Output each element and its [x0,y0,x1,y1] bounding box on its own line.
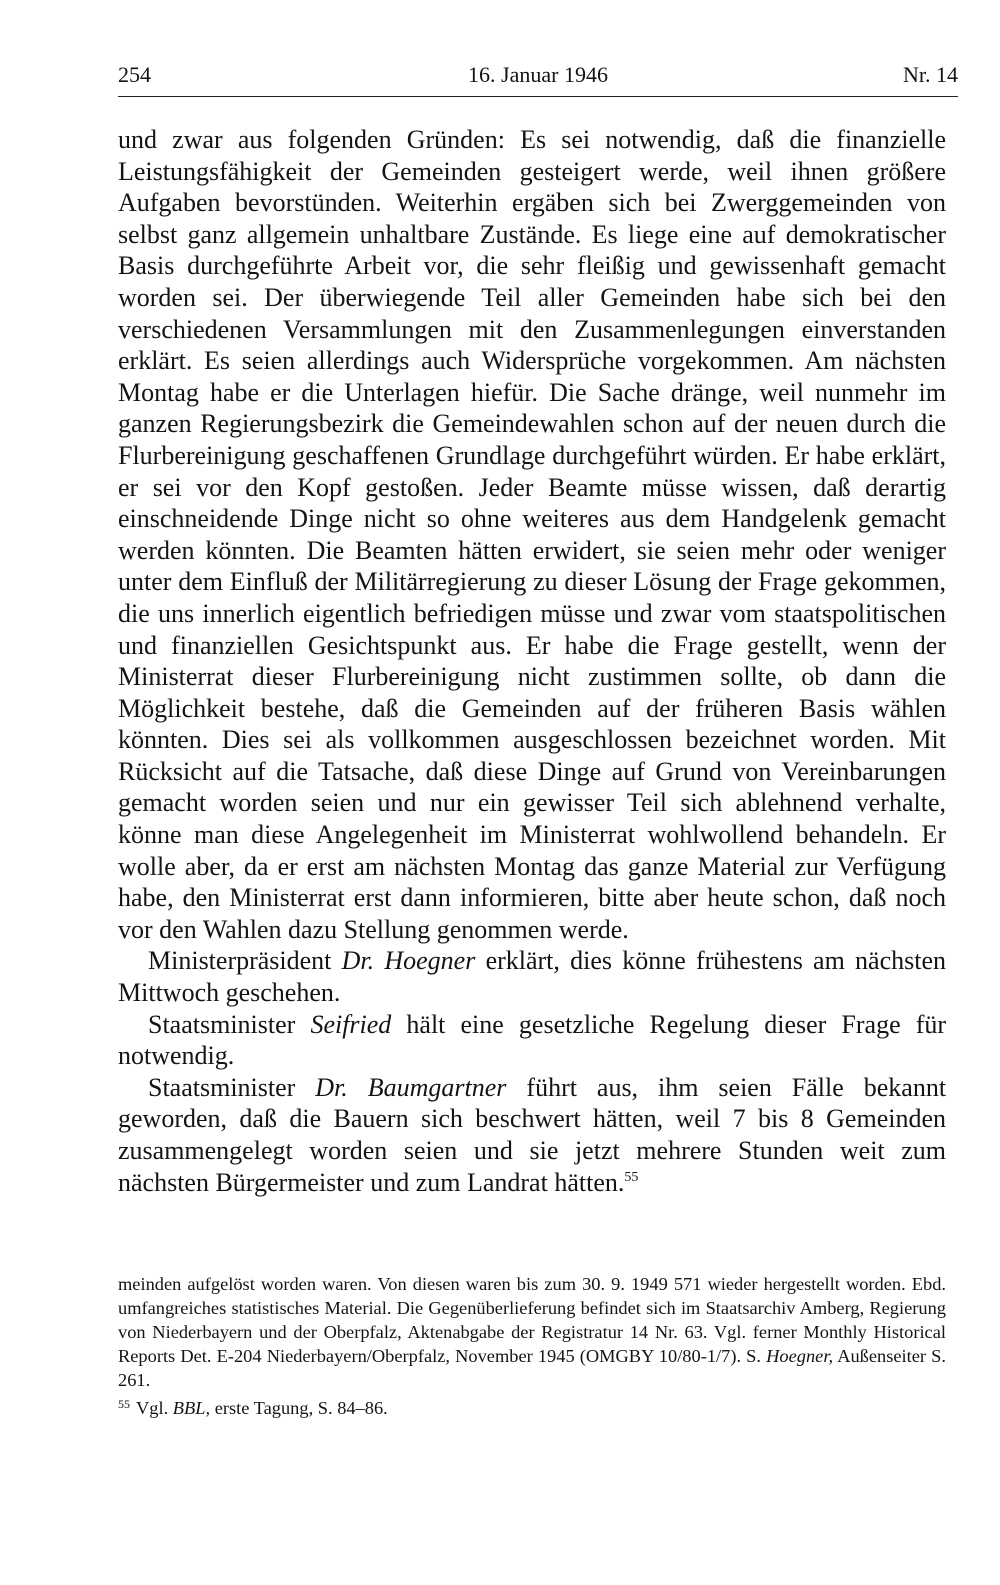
footnote-abbreviation: BBL, [172,1398,211,1418]
speaker-title: Staatsminister [148,1072,296,1102]
footnote-text: Außenseiter S. 261. [118,1346,946,1390]
footnote-text: meinden aufgelöst worden waren. Von diesen waren bis zum 30. 9. 1949 571 wieder hergestellt worden. Ebd. umfangreiches statistisches Material. Die Gegenüberlieferung befindet sich im Staatsarchiv Amberg, Regierung von Niederbayern und der Oberpfalz, Aktenabgabe der Registratur 14 Nr. 63. Vgl. ferner Monthly Historical Reports Det. E-204 Niederbayern/Oberpfalz, November 1945 (OMGBY 10/80-1/7). S. [118,1274,946,1366]
footnote-reference: 55 [624,1169,639,1185]
document-number: Nr. 14 [903,62,958,87]
header-date: 16. Januar 1946 [468,62,608,87]
speaker-title: Ministerpräsident [148,946,332,976]
footnotes [118,1272,946,1420]
paragraph-1: und zwar aus folgenden Gründen: Es sei notwendig, daß die finanzielle Leistungsfähigkeit der Gemeinden gesteigert werde, weil ihnen größere Aufgaben bevorstünden. Weiterhin ergäben sich bei Zwerggemeinden von selbst ganz allgemein unhaltbare Zustände. Es liege eine auf demokratischer Basis durchgeführte Arbeit vor, die sehr fleißig und gewissenhaft gemacht worden sei. Der überwiegende Teil aller Gemeinden habe sich bei den verschiedenen Versammlungen mit den Zusammenlegungen einverstanden erklärt. Es seien allerdings auch Widersprüche vorgekommen. Am nächsten Montag habe er die Unterlagen hiefür. Die Sache dränge, weil nunmehr im ganzen Regierungsbezirk die Gemeindewahlen schon auf der neuen durch die Flurbereinigung geschaffenen Grundlage durchgeführt würden. Er habe erklärt, er sei vor den Kopf gestoßen. Jeder Beamte müsse wissen, daß derartig einschneidende Dinge nicht so ohne weiteres aus dem Handgelenk gemacht werden könnten. Die Beamten hätten erwidert, sie seien mehr oder weniger unter dem Einfluß der Militärregierung zu dieser Lösung der Frage gekommen, die uns innerlich eigentlich befriedigen müsse und zwar vom staatspolitischen und finanziellen Gesichtspunkt aus. Er habe die Frage gestellt, wenn der Ministerrat dieser Flurbereinigung nicht zustimmen sollte, ob dann die Möglichkeit bestehe, daß die Gemeinden auf der früheren Basis wählen könnten. Dies sei als vollkommen ausgeschlossen bezeichnet worden. Mit Rücksicht auf die Tatsache, daß diese Dinge auf Grund von Vereinbarungen gemacht worden seien und nur ein gewisser Teil sich ablehnend verhalte, könne man diese Angelegenheit im Ministerrat wohlwollend behandeln. Er wolle aber, da er erst am nächsten Montag das ganze Material zur Verfügung habe, den Ministerrat erst dann informieren, bitte aber heute schon, daß noch vor den Wahlen dazu Stellung genommen werde. [118,125,946,944]
speaker-title: Staatsminister [148,1009,296,1039]
main-text [118,124,946,1198]
paragraph-text: erklärt, dies könne frühestens am nächsten Mittwoch geschehen. [118,946,946,1008]
footnote-number: 55 [118,1397,130,1411]
paragraph-4 [118,1072,946,1198]
paragraph-2 [118,945,946,1008]
speaker-name: Seifried [310,1009,392,1039]
footnote-55 [118,1392,946,1420]
running-header [118,60,958,97]
paragraph-text: hält eine gesetzliche Regelung dieser Frage für notwendig. [118,1009,947,1071]
footnote-continued [118,1272,946,1392]
speaker-name: Dr. Hoegner [341,946,476,976]
footnote-text: erste Tagung, S. 84–86. [214,1398,388,1418]
paragraph-text: führt aus, ihm seien Fälle bekannt geworden, daß die Bauern sich beschwert hätten, weil 7 bis 8 Gemeinden zusammengelegt worden seien und sie jetzt mehrere Stunden weit zum nächsten Bürgermeister und zum Landrat hätten. [118,1072,947,1197]
page-number: 254 [118,62,151,87]
footnote-text: Vgl. [136,1398,169,1418]
paragraph-3 [118,1009,946,1072]
speaker-name: Dr. Baumgartner [315,1072,507,1102]
footnote-author: Hoegner, [766,1346,834,1366]
